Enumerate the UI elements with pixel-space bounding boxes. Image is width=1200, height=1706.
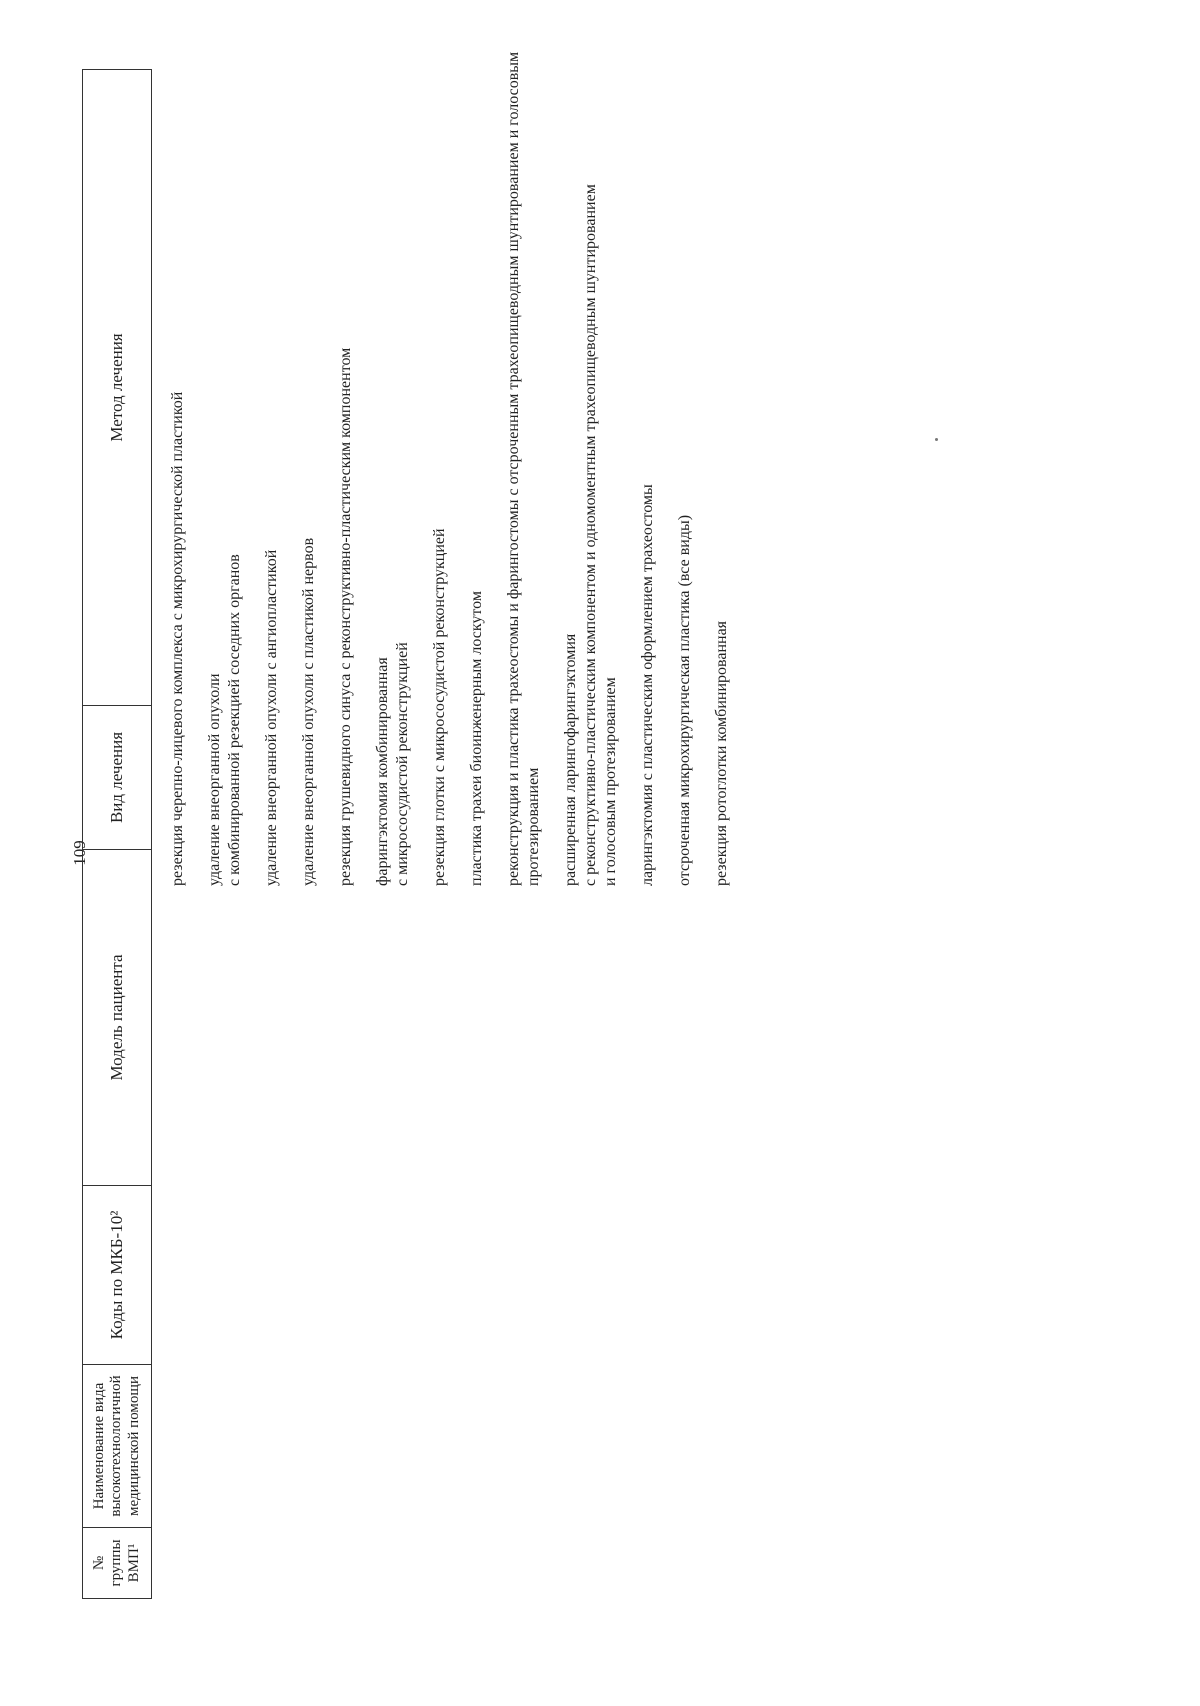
method-item: резекция ротоглотки комбинированная [713, 620, 730, 886]
header-treatment-method: Метод лечения [83, 70, 152, 706]
method-item: резекция грушевидного синуса с реконструктивно-пластическим компонентом [337, 347, 354, 886]
method-item: удаление внеорганной опухоли с ангиопластикой [263, 549, 280, 886]
method-item: расширенная ларингофарингэктомия с реконструктивно-пластическим компонентом и одномоментным трахеопищеводным шунтированием и голосовым протезированием [562, 184, 619, 886]
page-number: 109 [70, 840, 89, 866]
vmp-table [82, 69, 152, 1599]
method-item: ларингэктомия с пластическим оформлением трахеостомы [639, 484, 656, 886]
header-vmp-name: Наименование вида высокотехнологичной медицинской помощи [83, 1365, 152, 1528]
scan-speck [935, 438, 938, 441]
method-item: пластика трахеи биоинженерным лоскутом [468, 591, 485, 886]
method-item: реконструкция и пластика трахеостомы и фарингостомы с отсроченным трахеопищеводным шунтированием и голосовым протезированием [505, 51, 542, 886]
method-item: удаление внеорганной опухоли с пластикой нервов [300, 537, 317, 886]
table-header-row [83, 70, 152, 1599]
method-item: отсроченная микрохирургическая пластика (все виды) [676, 514, 693, 886]
header-treatment-type: Вид лечения [83, 706, 152, 850]
method-item: резекция глотки с микрососудистой реконструкцией [431, 528, 448, 886]
header-patient-model: Модель пациента [83, 850, 152, 1186]
method-item: фарингэктомия комбинированная с микрососудистой реконструкцией [374, 642, 411, 886]
vmp-table-grid [82, 69, 152, 1599]
method-item: резекция черепно-лицевого комплекса с микрохирургической пластикой [169, 391, 186, 886]
header-group-no: № группы ВМП¹ [83, 1528, 152, 1599]
treatment-method-list [168, 16, 749, 886]
method-item: удаление внеорганной опухоли с комбинированной резекцией соседних органов [206, 554, 243, 886]
header-icd-codes: Коды по МКБ-10² [83, 1186, 152, 1365]
